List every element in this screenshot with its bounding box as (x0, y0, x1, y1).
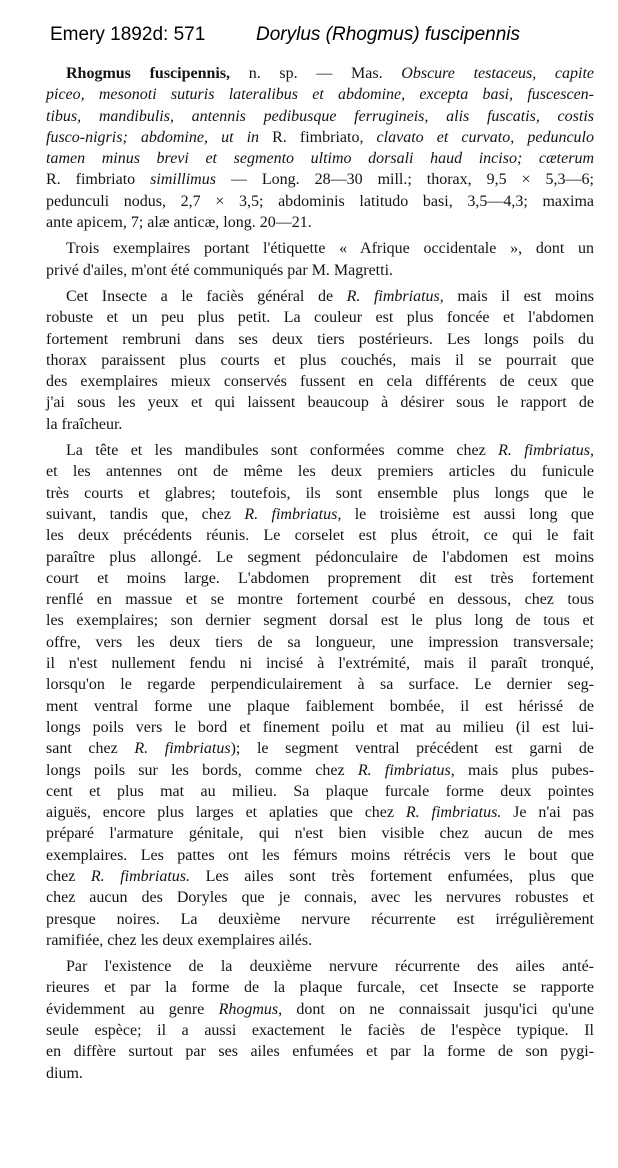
text-line (46, 956, 594, 977)
text-run: dont on ne connaissait jusqu'ici qu'une (282, 1000, 595, 1018)
text-run: court et moins large. L'abdomen proprement dit est très fortement (46, 569, 594, 587)
text-line (46, 930, 594, 951)
paragraph (46, 440, 594, 951)
text-run: j'ai sous les yeux et qui laissent beaucoup à désirer sous le rapport de (46, 394, 594, 412)
text-run: robuste et un peu plus petit. La couleur est plus foncée et l'abdomen (46, 309, 594, 327)
text-line (46, 1063, 594, 1084)
italic-text: piceo, mesonoti suturis lateralibus et abdomine, excepta basi, fuscescen- (46, 86, 594, 104)
italic-text: tamen minus brevi et segmento ultimo dorsali haud inciso; cæterum (46, 150, 594, 168)
text-run: Les ailes sont très fortement enfumées, plus que (190, 867, 595, 885)
text-line (46, 63, 594, 84)
text-line (46, 696, 594, 717)
italic-text: R. fimbriatus, (244, 505, 342, 523)
text-run: en diffère surtout par ses ailes enfumées et par la forme de son pygi- (46, 1043, 594, 1061)
text-line (46, 329, 594, 350)
text-line (46, 674, 594, 695)
italic-text: fusco-nigris; abdomine, ut in (46, 128, 260, 146)
text-line (46, 610, 594, 631)
text-run: longs poils vers le bord et finement poilu et mat au milieu (il est lui- (46, 718, 594, 736)
text-line (46, 802, 594, 823)
text-run: chez (46, 867, 91, 885)
text-run: lorsqu'on le regarde perpendiculairement à sa surface. Le dernier seg- (46, 676, 594, 694)
text-run: très courts et glabres; toutefois, ils sont ensemble plus longs que le (46, 484, 594, 502)
text-run: ante apicem, 7; alæ anticæ, long. 20—21. (46, 214, 312, 232)
text-line (46, 845, 594, 866)
text-line (46, 127, 594, 148)
text-run: ramifiée, chez les deux exemplaires ailés. (46, 931, 313, 949)
italic-text: R. fimbriatus, (498, 442, 594, 460)
text-line (46, 568, 594, 589)
text-run: fortement rembruni dans ses deux tiers postérieurs. Les longs poils du (46, 330, 594, 348)
text-line (46, 371, 594, 392)
text-line (46, 169, 594, 190)
text-line (46, 307, 594, 328)
text-run: les exemplaires; son dernier segment dorsal est le plus long de tous et (46, 612, 594, 630)
species-name: Rhogmus fuscipennis, (66, 65, 231, 82)
text-line (46, 738, 594, 759)
text-line (46, 84, 594, 105)
text-run: ); le segment ventral précédent est garni de (230, 740, 595, 758)
text-run: paraître plus allongé. Le segment pédonculaire de l'abdomen est moins (46, 548, 594, 566)
text-line (46, 866, 594, 887)
text-line (46, 392, 594, 413)
italic-text: R. fimbriatus, (346, 287, 444, 305)
text-run: suivant, tandis que, chez (46, 505, 245, 523)
text-run: R. fimbriato, (259, 128, 377, 146)
text-line (46, 461, 594, 482)
text-run: des exemplaires mieux conservés fussent en cela différents de ceux que (46, 373, 594, 391)
italic-text: R. fimbriatus, (357, 761, 455, 779)
text-run: La tête et les mandibules sont conformées comme chez (66, 442, 499, 460)
text-line (46, 238, 594, 259)
text-line (46, 547, 594, 568)
text-line (46, 760, 594, 781)
text-run: n. sp. — Mas. (230, 65, 402, 82)
text-run: dium. (46, 1064, 83, 1082)
text-run: chez aucun des Doryles que je connais, avec les nervures robustes et (46, 889, 594, 907)
text-line (46, 286, 594, 307)
text-run: et les antennes ont de même les deux premiers articles du funicule (46, 463, 594, 481)
text-line (46, 653, 594, 674)
text-line (46, 823, 594, 844)
text-run: cent et plus mat au milieu. Sa plaque furcale forme deux pointes (46, 782, 594, 800)
text-line (46, 483, 594, 504)
text-run: presque noires. La deuxième nervure récurrente est irrégulièrement (46, 910, 594, 928)
text-run: privé d'ailes, m'ont été communiqués par M. Magretti. (46, 261, 394, 279)
text-line (46, 1041, 594, 1062)
text-line (46, 887, 594, 908)
text-line (46, 191, 594, 212)
paragraph (46, 286, 594, 435)
italic-text: clavato et curvato, pedunculo (376, 128, 594, 146)
text-line (46, 504, 594, 525)
text-line (46, 106, 594, 127)
text-run: — Long. 28—30 mill.; thorax, 9,5 × 5,3—6; (215, 171, 594, 189)
italic-text: R. fimbriatus. (90, 867, 191, 885)
text-line (46, 525, 594, 546)
text-run: sant chez (46, 740, 135, 758)
text-run: offre, vers les deux tiers de sa longueur, une impression transversale; (46, 633, 594, 651)
text-run: mais il est moins (443, 287, 595, 305)
paragraph (46, 956, 594, 1084)
text-run: rieures et par la forme de la plaque furcale, cet Insecte se rapporte (46, 979, 594, 997)
document-body (46, 63, 594, 1084)
text-run: la fraîcheur. (46, 415, 123, 433)
page-header (50, 20, 590, 50)
text-run: Par l'existence de la deuxième nervure récurrente des ailes anté- (66, 958, 594, 976)
text-run: mais plus pubes- (454, 761, 595, 779)
text-line (46, 212, 594, 233)
text-run: ment ventral forme une plaque faiblement bombée, il est hérissé de (46, 697, 594, 715)
text-run: il n'est nullement fendu ni incisé à l'extrémité, mais il paraît tronqué, (46, 655, 594, 673)
text-run: Cet Insecte a le faciès général de (66, 287, 347, 305)
text-run: aiguës, encore plus larges et aplaties que chez (46, 804, 406, 822)
text-run: le troisième est aussi long que (341, 505, 595, 523)
taxon-name: Dorylus (Rhogmus) fuscipennis (256, 24, 520, 45)
species-description (46, 63, 594, 233)
italic-text: tibus, mandibulis, antennis pedibusque ferrugineis, alis fuscatis, costis (46, 107, 594, 125)
text-line (46, 999, 594, 1020)
text-run: évidemment au genre (46, 1000, 219, 1018)
text-run: pedunculi nodus, 2,7 × 3,5; abdominis latitudo basi, 3,5—4,3; maxima (46, 192, 594, 210)
text-line (46, 148, 594, 169)
text-line (46, 977, 594, 998)
text-line (46, 1020, 594, 1041)
text-line (46, 414, 594, 435)
text-run: seule espèce; il a aussi exactement le faciès de l'espèce typique. Il (46, 1022, 594, 1040)
paragraph (46, 238, 594, 281)
text-line (46, 440, 594, 461)
italic-text: simillimus (150, 171, 216, 189)
text-run: les deux précédents réunis. Le corselet est plus étroit, ce qui le fait (46, 527, 594, 545)
text-run: renflé en massue et se montre fortement courbé en dessous, chez tous (46, 591, 594, 609)
text-run: préparé l'armature génitale, qui n'est bien visible chez aucun de mes (46, 825, 594, 843)
text-run: longs poils sur les bords, comme chez (46, 761, 358, 779)
text-run: Je n'ai pas (501, 804, 595, 822)
text-run: exemplaires. Les pattes ont les fémurs moins rétrécis vers le bout que (46, 846, 594, 864)
italic-text: Obscure testaceus, capite (401, 65, 595, 82)
text-line (46, 350, 594, 371)
text-line (46, 781, 594, 802)
text-line (46, 717, 594, 738)
text-line (46, 589, 594, 610)
italic-text: R. fimbriatus. (405, 804, 502, 822)
italic-text: R. fimbriatus (134, 740, 231, 758)
text-run: Trois exemplaires portant l'étiquette « Afrique occidentale », dont un (66, 240, 594, 258)
text-run: thorax paraissent plus courts et plus couchés, mais il se pourrait que (46, 351, 594, 369)
italic-text: Rhogmus, (218, 1000, 283, 1018)
text-line (46, 909, 594, 930)
text-line (46, 260, 594, 281)
text-run: R. fimbriato (46, 171, 151, 189)
citation-label: Emery 1892d: 571 (50, 24, 206, 45)
text-line (46, 632, 594, 653)
